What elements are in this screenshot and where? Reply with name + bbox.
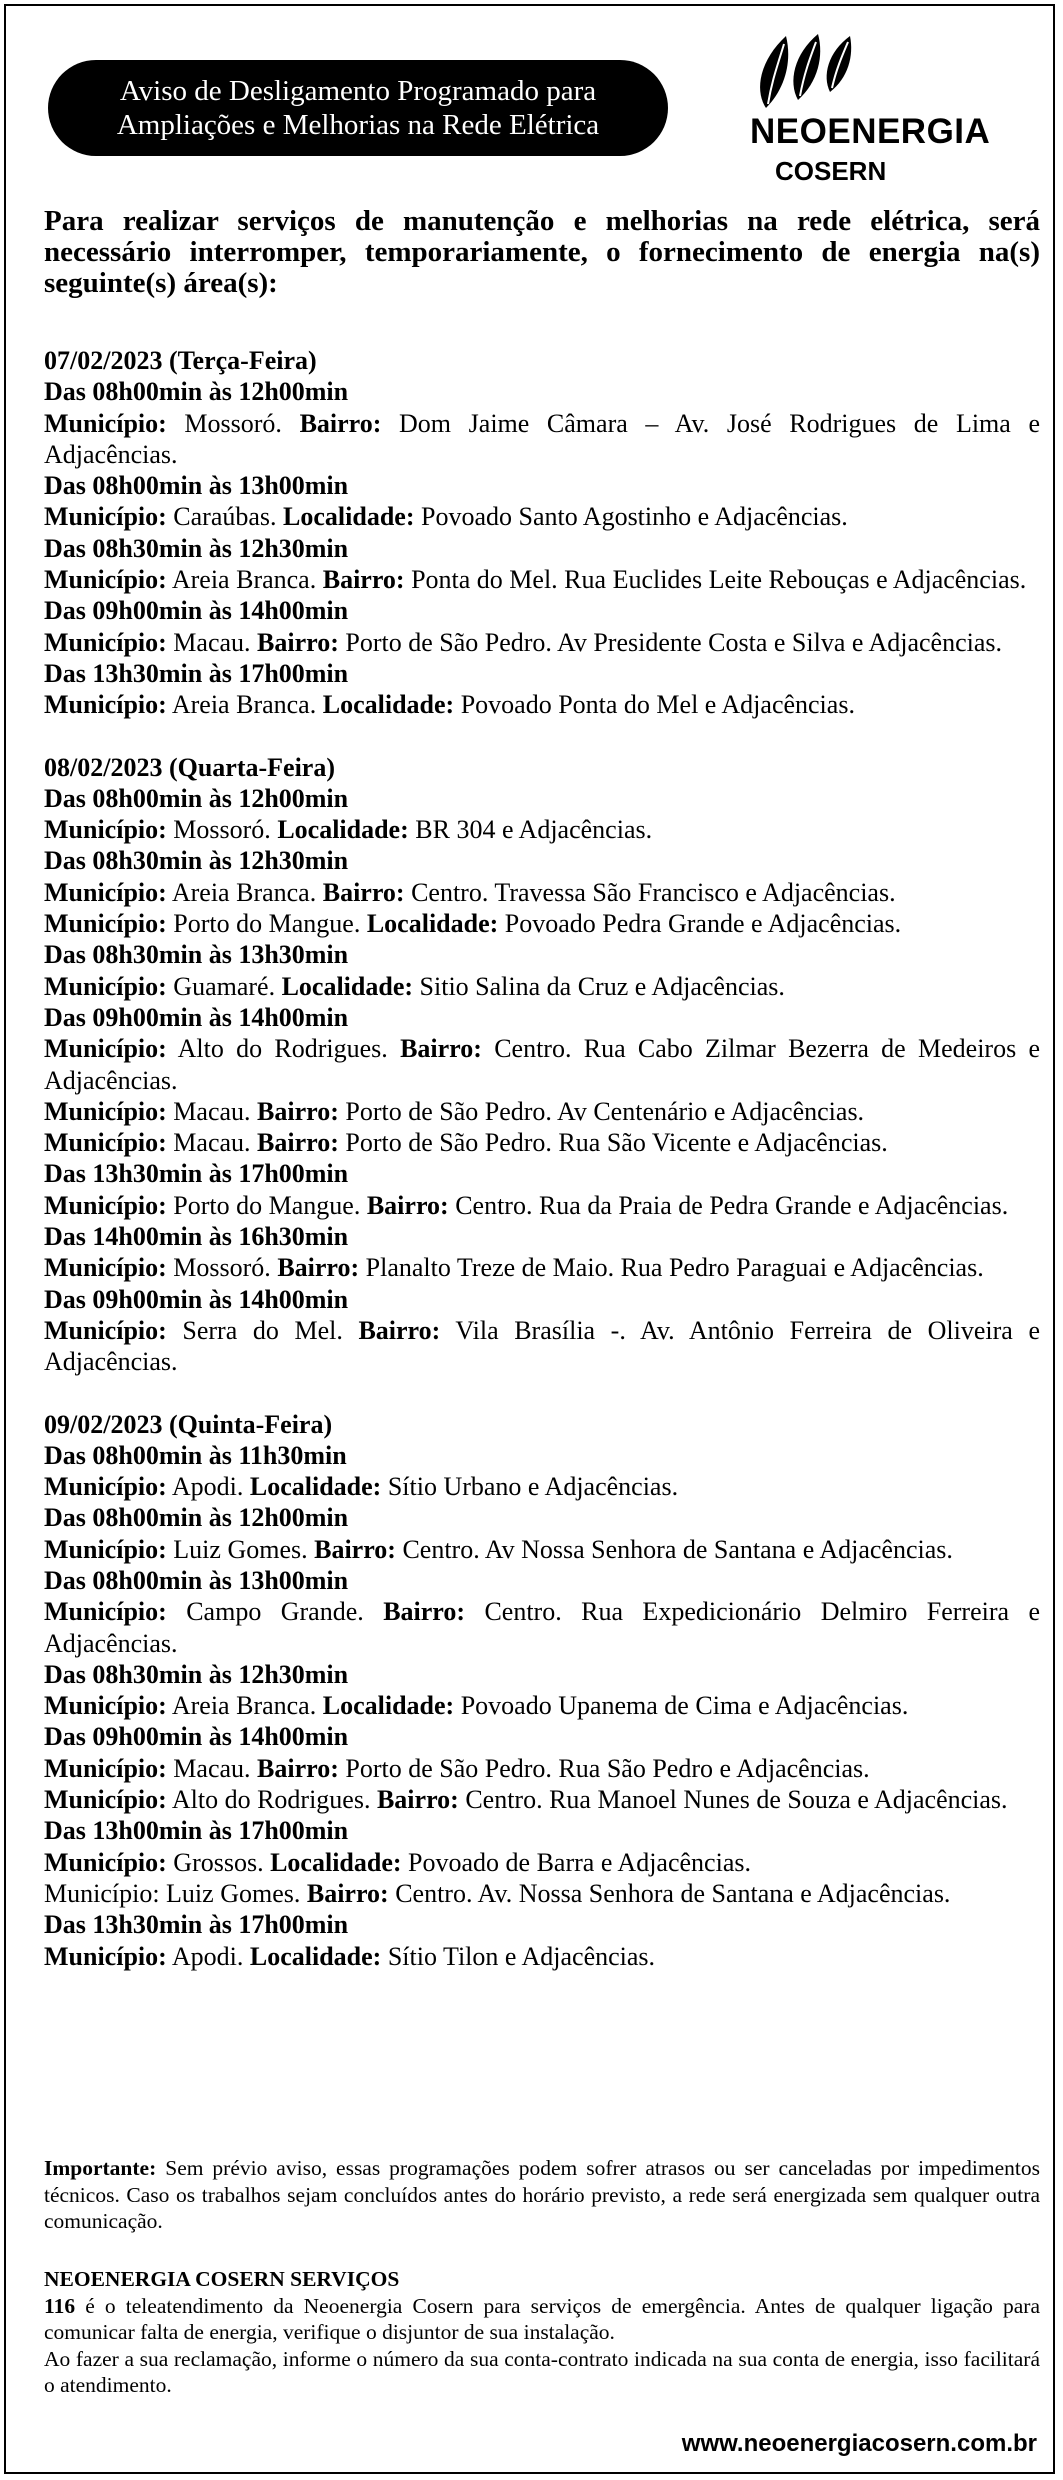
entry-kind: Bairro:	[299, 408, 382, 438]
entry-detail: Vila Brasília -. Av. Antônio Ferreira de Oliveira e Adjacências.	[44, 1315, 1040, 1377]
location-entry	[44, 908, 1040, 939]
location-entry	[44, 971, 1040, 1002]
entry-kind: Bairro:	[322, 565, 405, 595]
location-entry	[44, 1471, 1040, 1502]
location-entry	[44, 1753, 1040, 1784]
time-range: Das 08h00min às 12h00min	[44, 1503, 349, 1533]
time-range: Das 08h30min às 13h30min	[44, 940, 349, 970]
day-header: 07/02/2023 (Terça-Feira)	[44, 346, 317, 375]
location-entry	[44, 1690, 1040, 1721]
entry-kind: Localidade:	[249, 1941, 382, 1971]
location-entry	[44, 1096, 1040, 1127]
entry-detail: Sitio Salina da Cruz e Adjacências.	[413, 971, 785, 1001]
location-entry	[44, 1252, 1040, 1283]
services-info	[44, 2266, 1040, 2399]
emergency-number: 116	[44, 2293, 76, 2318]
entry-detail: Centro. Rua Manoel Nunes de Souza e Adjacências.	[458, 1785, 1008, 1815]
municipio-name: Caraúbas.	[166, 502, 284, 532]
time-range: Das 08h30min às 12h30min	[44, 1659, 349, 1689]
time-range: Das 08h00min às 12h00min	[44, 783, 349, 813]
municipio-name: Grossos.	[166, 1847, 271, 1877]
entry-detail: Centro. Rua Expedicionário Delmiro Ferreira e Adjacências.	[44, 1597, 1040, 1658]
important-label: Importante:	[44, 2156, 157, 2180]
important-note	[44, 2155, 1040, 2235]
location-entry	[44, 1784, 1040, 1815]
municipio-label: Município:	[44, 1315, 167, 1345]
services-text-1: é o teleatendimento da Neoenergia Cosern para serviços de emergência. Antes de qualquer ligação para comunicar falta de energia, verifique o disjuntor de sua instalação.	[44, 2293, 1040, 2344]
time-range: Das 13h30min às 17h00min	[44, 1159, 349, 1189]
municipio-label: Município:	[44, 1034, 167, 1064]
municipio-name: Mossoró.	[166, 815, 278, 845]
banner-line-2: Ampliações e Melhorias na Rede Elétrica	[116, 109, 600, 141]
entry-detail: Ponta do Mel. Rua Euclides Leite Rebouças e Adjacências.	[404, 565, 1027, 595]
entry-kind: Localidade:	[322, 1691, 455, 1721]
municipio-label: Município:	[44, 1847, 167, 1877]
location-entry	[44, 877, 1040, 908]
entry-kind: Bairro:	[376, 1785, 459, 1815]
entry-detail: Centro. Travessa São Francisco e Adjacências.	[404, 877, 896, 907]
time-range: Das 13h00min às 17h00min	[44, 1816, 349, 1846]
municipio-label: Município:	[44, 1691, 167, 1721]
time-range: Das 09h00min às 14h00min	[44, 1284, 349, 1314]
location-entry	[44, 1190, 1040, 1221]
entry-kind: Bairro:	[257, 1096, 339, 1126]
important-text: Sem prévio aviso, essas programações podem sofrer atrasos ou ser canceladas por impedimentos técnicos. Caso os trabalhos sejam concluídos antes do horário previsto, a rede será energizada sem qualquer outra comunicação.	[44, 2156, 1040, 2233]
entry-kind: Localidade:	[366, 909, 499, 939]
three-leaves-icon	[750, 30, 860, 110]
entry-detail: Centro. Rua da Praia de Pedra Grande e Adjacências.	[448, 1190, 1009, 1220]
entry-kind: Bairro:	[383, 1597, 466, 1627]
municipio-label: Município:	[44, 815, 167, 845]
entry-kind: Bairro:	[306, 1878, 389, 1908]
entry-detail: Sítio Urbano e Adjacências.	[381, 1472, 679, 1502]
entry-text: Município: Luiz Gomes.	[44, 1878, 307, 1908]
municipio-label: Município:	[44, 1534, 167, 1564]
entry-kind: Localidade:	[249, 1472, 382, 1502]
entry-kind: Localidade:	[322, 690, 455, 720]
entry-kind: Bairro:	[322, 877, 405, 907]
municipio-label: Município:	[44, 1253, 167, 1283]
municipio-label: Município:	[44, 565, 167, 595]
municipio-label: Município:	[44, 877, 167, 907]
day-block	[44, 1409, 1040, 1972]
entry-detail: BR 304 e Adjacências.	[408, 815, 653, 845]
time-range: Das 09h00min às 14h00min	[44, 1722, 349, 1752]
entry-detail: Povoado de Barra e Adjacências.	[401, 1847, 751, 1877]
entry-kind: Bairro:	[257, 1753, 339, 1783]
entry-detail: Planalto Treze de Maio. Rua Pedro Paraguai e Adjacências.	[359, 1253, 984, 1283]
time-range: Das 08h00min às 13h00min	[44, 1565, 349, 1595]
location-entry	[44, 1941, 1040, 1972]
municipio-name: Macau.	[166, 1128, 258, 1158]
brand-subname: COSERN	[775, 156, 887, 186]
municipio-name: Alto do Rodrigues.	[166, 1785, 377, 1815]
municipio-label: Município:	[44, 971, 167, 1001]
municipio-name: Apodi.	[166, 1472, 250, 1502]
municipio-label: Município:	[44, 1597, 167, 1627]
entry-kind: Bairro:	[257, 1128, 339, 1158]
website-link[interactable]: www.neoenergiacosern.com.br	[681, 2430, 1037, 2457]
entry-detail: Porto de São Pedro. Rua São Vicente e Adjacências.	[338, 1128, 888, 1158]
intro-text: Para realizar serviços de manutenção e melhorias na rede elétrica, será necessário interromper, temporariamente, o fornecimento de energia na(s) seguinte(s) área(s):	[44, 205, 1040, 299]
municipio-name: Areia Branca.	[166, 690, 323, 720]
municipio-label: Município:	[44, 408, 167, 438]
municipio-name: Areia Branca.	[166, 1691, 323, 1721]
entry-detail: Dom Jaime Câmara – Av. José Rodrigues de Lima e Adjacências.	[44, 408, 1040, 469]
entry-kind: Bairro:	[366, 1190, 449, 1220]
location-entry	[44, 1878, 1040, 1909]
entry-detail: Povoado Ponta do Mel e Adjacências.	[454, 690, 855, 720]
location-entry	[44, 814, 1040, 845]
location-entry	[44, 1315, 1040, 1378]
day-header: 08/02/2023 (Quarta-Feira)	[44, 752, 335, 782]
entry-kind: Bairro:	[277, 1253, 360, 1283]
municipio-label: Município:	[44, 627, 167, 657]
municipio-name: Macau.	[166, 1753, 258, 1783]
time-range: Das 08h00min às 13h00min	[44, 471, 349, 501]
municipio-label: Município:	[44, 690, 167, 720]
entry-kind: Localidade:	[281, 971, 414, 1001]
entry-detail: Povoado Santo Agostinho e Adjacências.	[414, 502, 848, 532]
municipio-name: Porto do Mangue.	[166, 1190, 367, 1220]
municipio-name: Areia Branca.	[166, 877, 323, 907]
entry-kind: Bairro:	[400, 1034, 482, 1064]
day-header: 09/02/2023 (Quinta-Feira)	[44, 1409, 333, 1439]
location-entry	[44, 1127, 1040, 1158]
location-entry	[44, 1534, 1040, 1565]
location-entry	[44, 627, 1040, 658]
entry-detail: Porto de São Pedro. Av Presidente Costa e Silva e Adjacências.	[338, 627, 1003, 657]
entry-kind: Localidade:	[277, 815, 409, 845]
municipio-name: Mossoró.	[166, 408, 300, 438]
entry-kind: Bairro:	[314, 1534, 396, 1564]
entry-detail: Centro. Rua Cabo Zilmar Bezerra de Medeiros e Adjacências.	[44, 1034, 1041, 1095]
location-entry	[44, 1596, 1040, 1659]
municipio-label: Município:	[44, 1128, 167, 1158]
brand-name: NEOENERGIA	[750, 112, 991, 151]
time-range: Das 09h00min às 14h00min	[44, 596, 349, 626]
entry-detail: Povoado Upanema de Cima e Adjacências.	[454, 1691, 909, 1721]
municipio-label: Município:	[44, 1753, 167, 1783]
municipio-name: Guamaré.	[166, 971, 282, 1001]
location-entry	[44, 689, 1040, 720]
municipio-label: Município:	[44, 1472, 167, 1502]
time-range: Das 14h00min às 16h30min	[44, 1222, 349, 1252]
municipio-label: Município:	[44, 1096, 167, 1126]
entry-kind: Localidade:	[270, 1847, 402, 1877]
time-range: Das 13h30min às 17h00min	[44, 658, 349, 688]
time-range: Das 08h00min às 12h00min	[44, 377, 349, 407]
location-entry	[44, 501, 1040, 532]
services-title: NEOENERGIA COSERN SERVIÇOS	[44, 2267, 400, 2291]
municipio-name: Macau.	[166, 627, 258, 657]
time-range: Das 08h30min às 12h30min	[44, 533, 349, 563]
municipio-label: Município:	[44, 1190, 167, 1220]
time-range: Das 09h00min às 14h00min	[44, 1002, 349, 1032]
municipio-name: Campo Grande.	[166, 1597, 384, 1627]
time-range: Das 08h00min às 11h30min	[44, 1440, 347, 1470]
municipio-name: Alto do Rodrigues.	[166, 1034, 401, 1064]
municipio-name: Mossoró.	[166, 1253, 278, 1283]
municipio-label: Município:	[44, 909, 167, 939]
day-block	[44, 752, 1040, 1378]
banner-line-1: Aviso de Desligamento Programado para	[119, 75, 597, 107]
municipio-name: Porto do Mangue.	[166, 909, 367, 939]
entry-kind: Localidade:	[283, 502, 415, 532]
municipio-label: Município:	[44, 502, 167, 532]
location-entry	[44, 564, 1040, 595]
municipio-name: Luiz Gomes.	[166, 1534, 315, 1564]
entry-detail: Porto de São Pedro. Rua São Pedro e Adjacências.	[338, 1753, 870, 1783]
municipio-name: Macau.	[166, 1096, 258, 1126]
location-entry	[44, 1847, 1040, 1878]
entry-detail: Centro. Av Nossa Senhora de Santana e Adjacências.	[395, 1534, 953, 1564]
schedule-list	[44, 345, 1040, 2003]
municipio-label: Município:	[44, 1785, 167, 1815]
entry-detail: Sítio Tilon e Adjacências.	[381, 1941, 656, 1971]
entry-detail: Povoado Pedra Grande e Adjacências.	[498, 909, 902, 939]
entry-detail: Porto de São Pedro. Av Centenário e Adjacências.	[338, 1096, 865, 1126]
location-entry	[44, 1033, 1040, 1096]
time-range: Das 13h30min às 17h00min	[44, 1910, 349, 1940]
municipio-name: Serra do Mel.	[166, 1315, 359, 1345]
location-entry	[44, 408, 1040, 471]
title-banner	[48, 60, 668, 156]
municipio-label: Município:	[44, 1941, 167, 1971]
municipio-name: Apodi.	[166, 1941, 250, 1971]
entry-detail: Centro. Av. Nossa Senhora de Santana e Adjacências.	[388, 1878, 951, 1908]
municipio-name: Areia Branca.	[166, 565, 323, 595]
day-block	[44, 345, 1040, 721]
services-text-2: Ao fazer a sua reclamação, informe o número da sua conta-contrato indicada na sua conta de energia, isso facilitará o atendimento.	[44, 2346, 1040, 2397]
neoenergia-logo	[750, 30, 1030, 200]
entry-kind: Bairro:	[257, 627, 339, 657]
time-range: Das 08h30min às 12h30min	[44, 846, 349, 876]
entry-kind: Bairro:	[358, 1315, 441, 1345]
